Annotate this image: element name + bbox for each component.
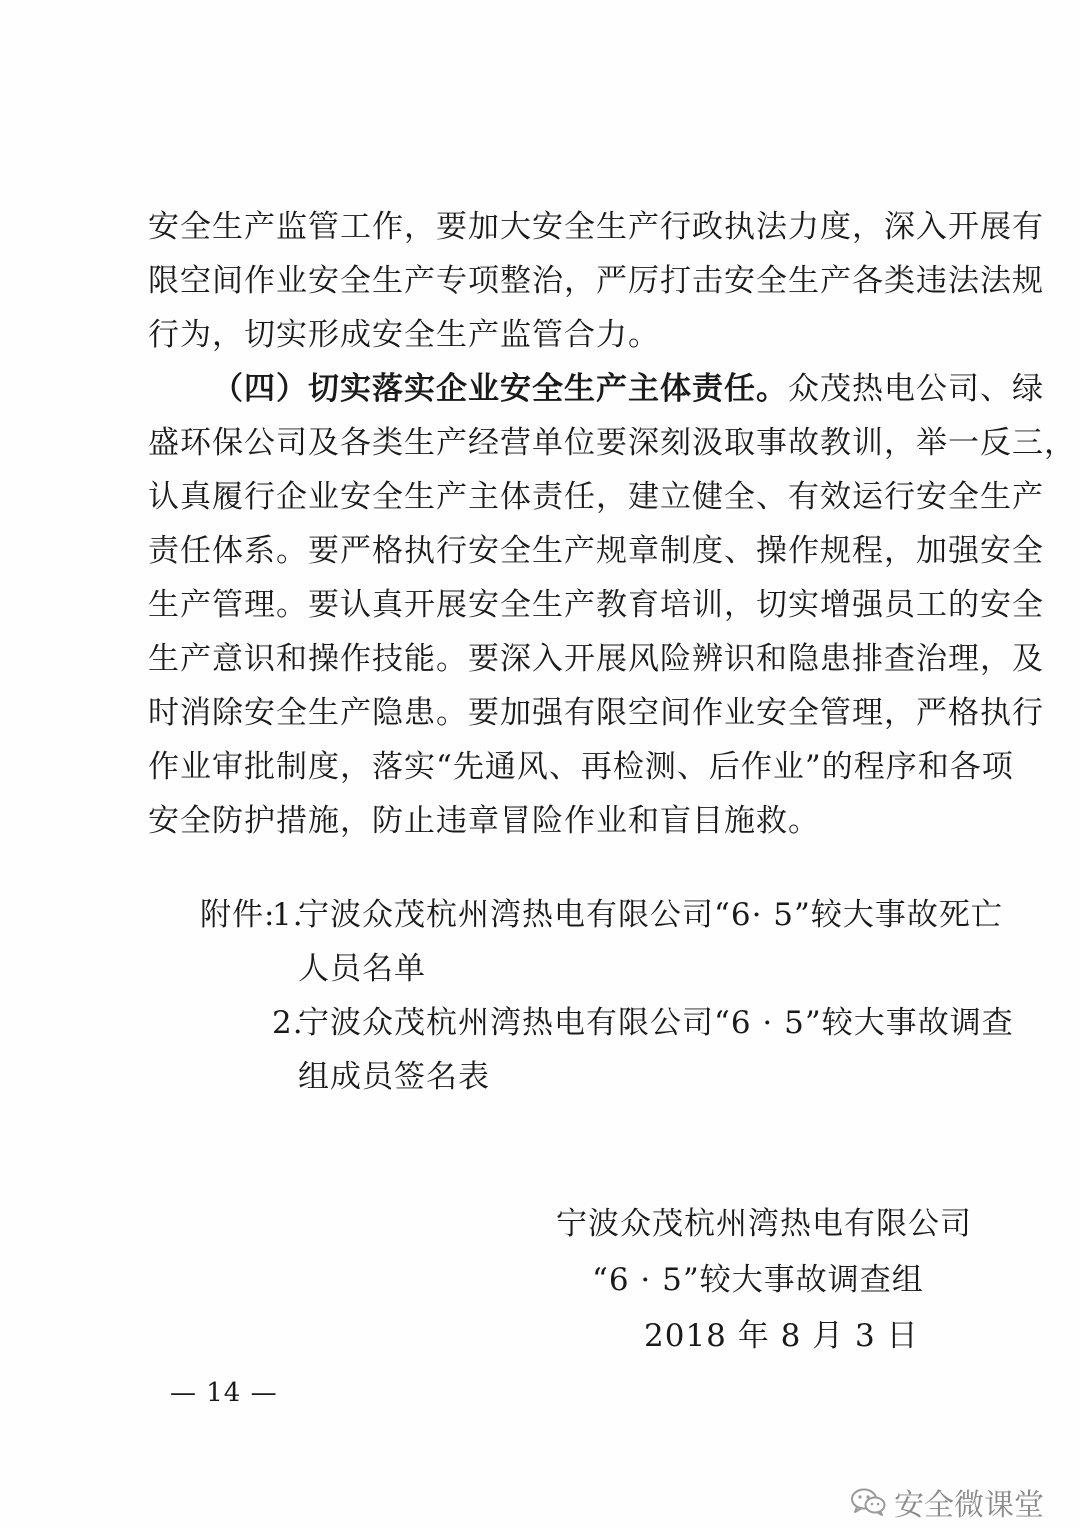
- paragraph-line: 盛环保公司及各类生产经营单位要深刻汲取事故教训，举一反三，: [148, 425, 1076, 461]
- attachment-item: [200, 888, 1003, 942]
- paragraph-line: 安全防护措施，防止违章冒险作业和盲目施救。: [148, 803, 820, 839]
- paragraph-line: 时消除安全生产隐患。要加强有限空间作业安全管理，严格执行: [148, 695, 1044, 731]
- paragraph-line: 安全生产监管工作，要加大安全生产行政执法力度，深入开展有: [148, 209, 1044, 245]
- signature-group: “6 · 5”较大事故调查组: [592, 1262, 924, 1298]
- watermark-text: 安全微课堂: [894, 1488, 1044, 1523]
- signature-organization: 宁波众茂杭州湾热电有限公司: [556, 1206, 972, 1242]
- attachment-title: 宁波众茂杭州湾热电有限公司“6· 5”较大事故死亡: [298, 897, 1003, 933]
- document-body: [148, 200, 1076, 848]
- page-number: — 14 —: [170, 1378, 278, 1408]
- attachments-list: [200, 888, 1014, 1104]
- paragraph-line: 责任体系。要严格执行安全生产规章制度、操作规程，加强安全: [148, 533, 1044, 569]
- attachments-label: 附件:: [200, 897, 276, 933]
- attachment-number: 1.: [272, 897, 304, 933]
- paragraph-line: 生产意识和操作技能。要深入开展风险辨识和隐患排查治理，及: [148, 641, 1044, 677]
- paragraph-line: 作业审批制度，落实“先通风、再检测、后作业”的程序和各项: [148, 749, 1014, 785]
- attachment-item: [200, 996, 1014, 1050]
- signature-block: [520, 1196, 980, 1364]
- paragraph-line: 限空间作业安全生产专项整治，严厉打击安全生产各类违法法规: [148, 263, 1044, 299]
- attachment-title: 宁波众茂杭州湾热电有限公司“6 · 5”较大事故调查: [298, 1005, 1014, 1041]
- section-4-first-line: [148, 362, 1044, 416]
- section-4-first-line-text: 众茂热电公司、绿: [788, 371, 1044, 407]
- attachment-number: 2.: [272, 1005, 304, 1041]
- paragraph-line: 行为，切实形成安全生产监管合力。: [148, 317, 660, 353]
- attachment-title-continued: 组成员签名表: [298, 1059, 490, 1095]
- section-4-heading: （四）切实落实企业安全生产主体责任。: [212, 371, 788, 407]
- watermark: [850, 1480, 1044, 1524]
- paragraph-line: 生产管理。要认真开展安全生产教育培训，切实增强员工的安全: [148, 587, 1044, 623]
- paragraph-line: 认真履行企业安全生产主体责任，建立健全、有效运行安全生产: [148, 479, 1044, 515]
- attachment-title-continued: 人员名单: [298, 951, 426, 987]
- wechat-icon: [850, 1487, 886, 1517]
- signature-date: 2018 年 8 月 3 日: [644, 1318, 919, 1354]
